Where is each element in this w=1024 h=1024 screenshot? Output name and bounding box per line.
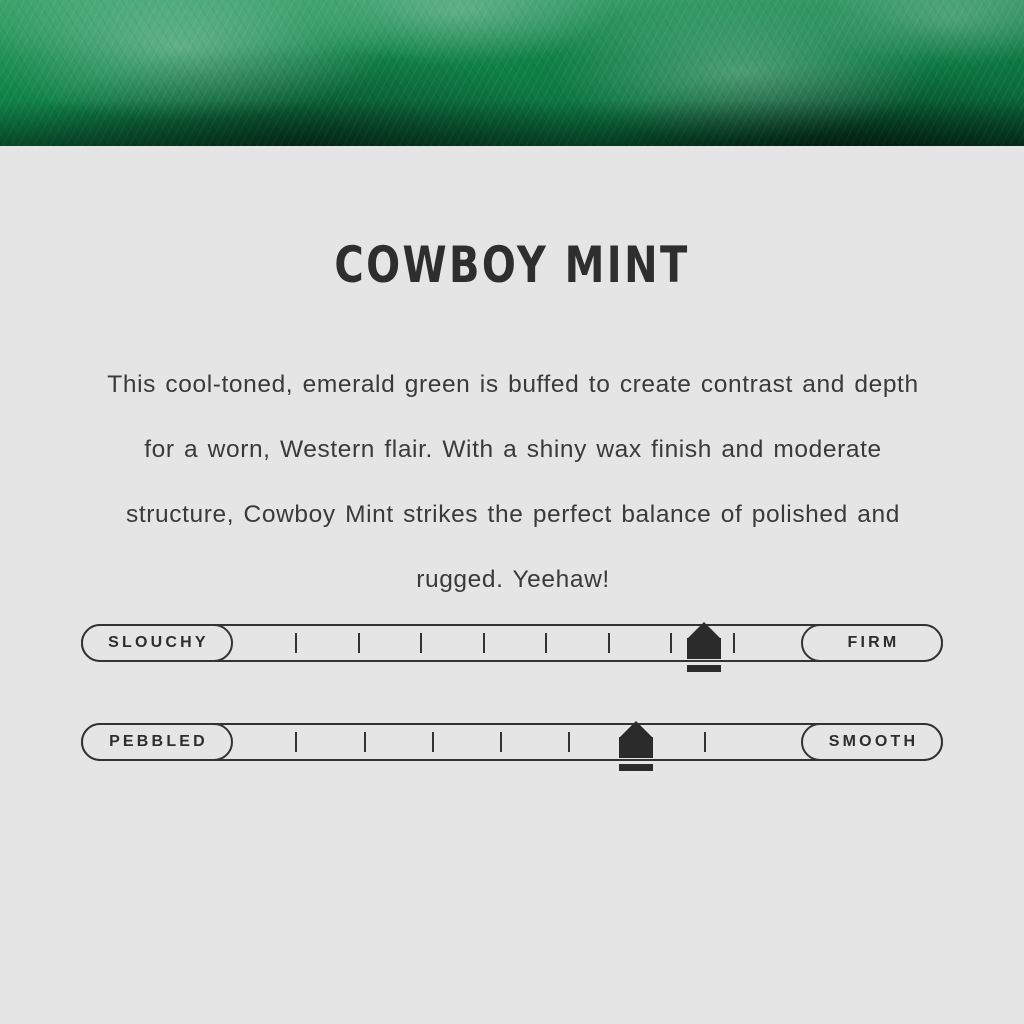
scale-left-label: SLOUCHY <box>81 624 233 662</box>
scale-tick <box>420 633 422 653</box>
scale-tick <box>358 633 360 653</box>
scale-marker-texture[interactable] <box>619 721 653 771</box>
page-title: COWBOY MINT <box>334 236 690 294</box>
scale-tick <box>545 633 547 653</box>
marker-foot <box>687 665 721 672</box>
scale-tick <box>295 732 297 752</box>
marker-body <box>687 638 721 659</box>
marker-roof <box>619 721 653 738</box>
scale-ticks <box>233 624 801 662</box>
scale-tick <box>608 633 610 653</box>
scale-structure <box>81 624 943 680</box>
card-content <box>0 146 1024 1024</box>
scale-tick <box>432 732 434 752</box>
marker-foot <box>619 764 653 771</box>
scale-tick <box>295 633 297 653</box>
scale-tick <box>670 633 672 653</box>
marker-roof <box>687 622 721 639</box>
marker-body <box>619 737 653 758</box>
leather-highlight <box>0 0 1024 60</box>
scale-tick <box>483 633 485 653</box>
scale-tick <box>704 732 706 752</box>
scale-tick <box>500 732 502 752</box>
hero-leather-image <box>0 0 1024 146</box>
scale-right-label: SMOOTH <box>801 723 943 761</box>
scale-right-label: FIRM <box>801 624 943 662</box>
scale-texture <box>81 723 943 779</box>
scale-tick <box>364 732 366 752</box>
leather-shadow <box>0 100 1024 146</box>
scale-ticks <box>233 723 801 761</box>
scale-marker-structure[interactable] <box>687 622 721 672</box>
scale-tick <box>733 633 735 653</box>
attribute-scales <box>0 624 1024 779</box>
product-description: This cool-toned, emerald green is buffed to create contrast and depth for a worn, Western flair. With a shiny wax finish and moderate structure, Cowboy Mint strikes the perfect balance of polished and rugged. Yeehaw! <box>107 371 919 593</box>
scale-left-label: PEBBLED <box>81 723 233 761</box>
scale-tick <box>568 732 570 752</box>
